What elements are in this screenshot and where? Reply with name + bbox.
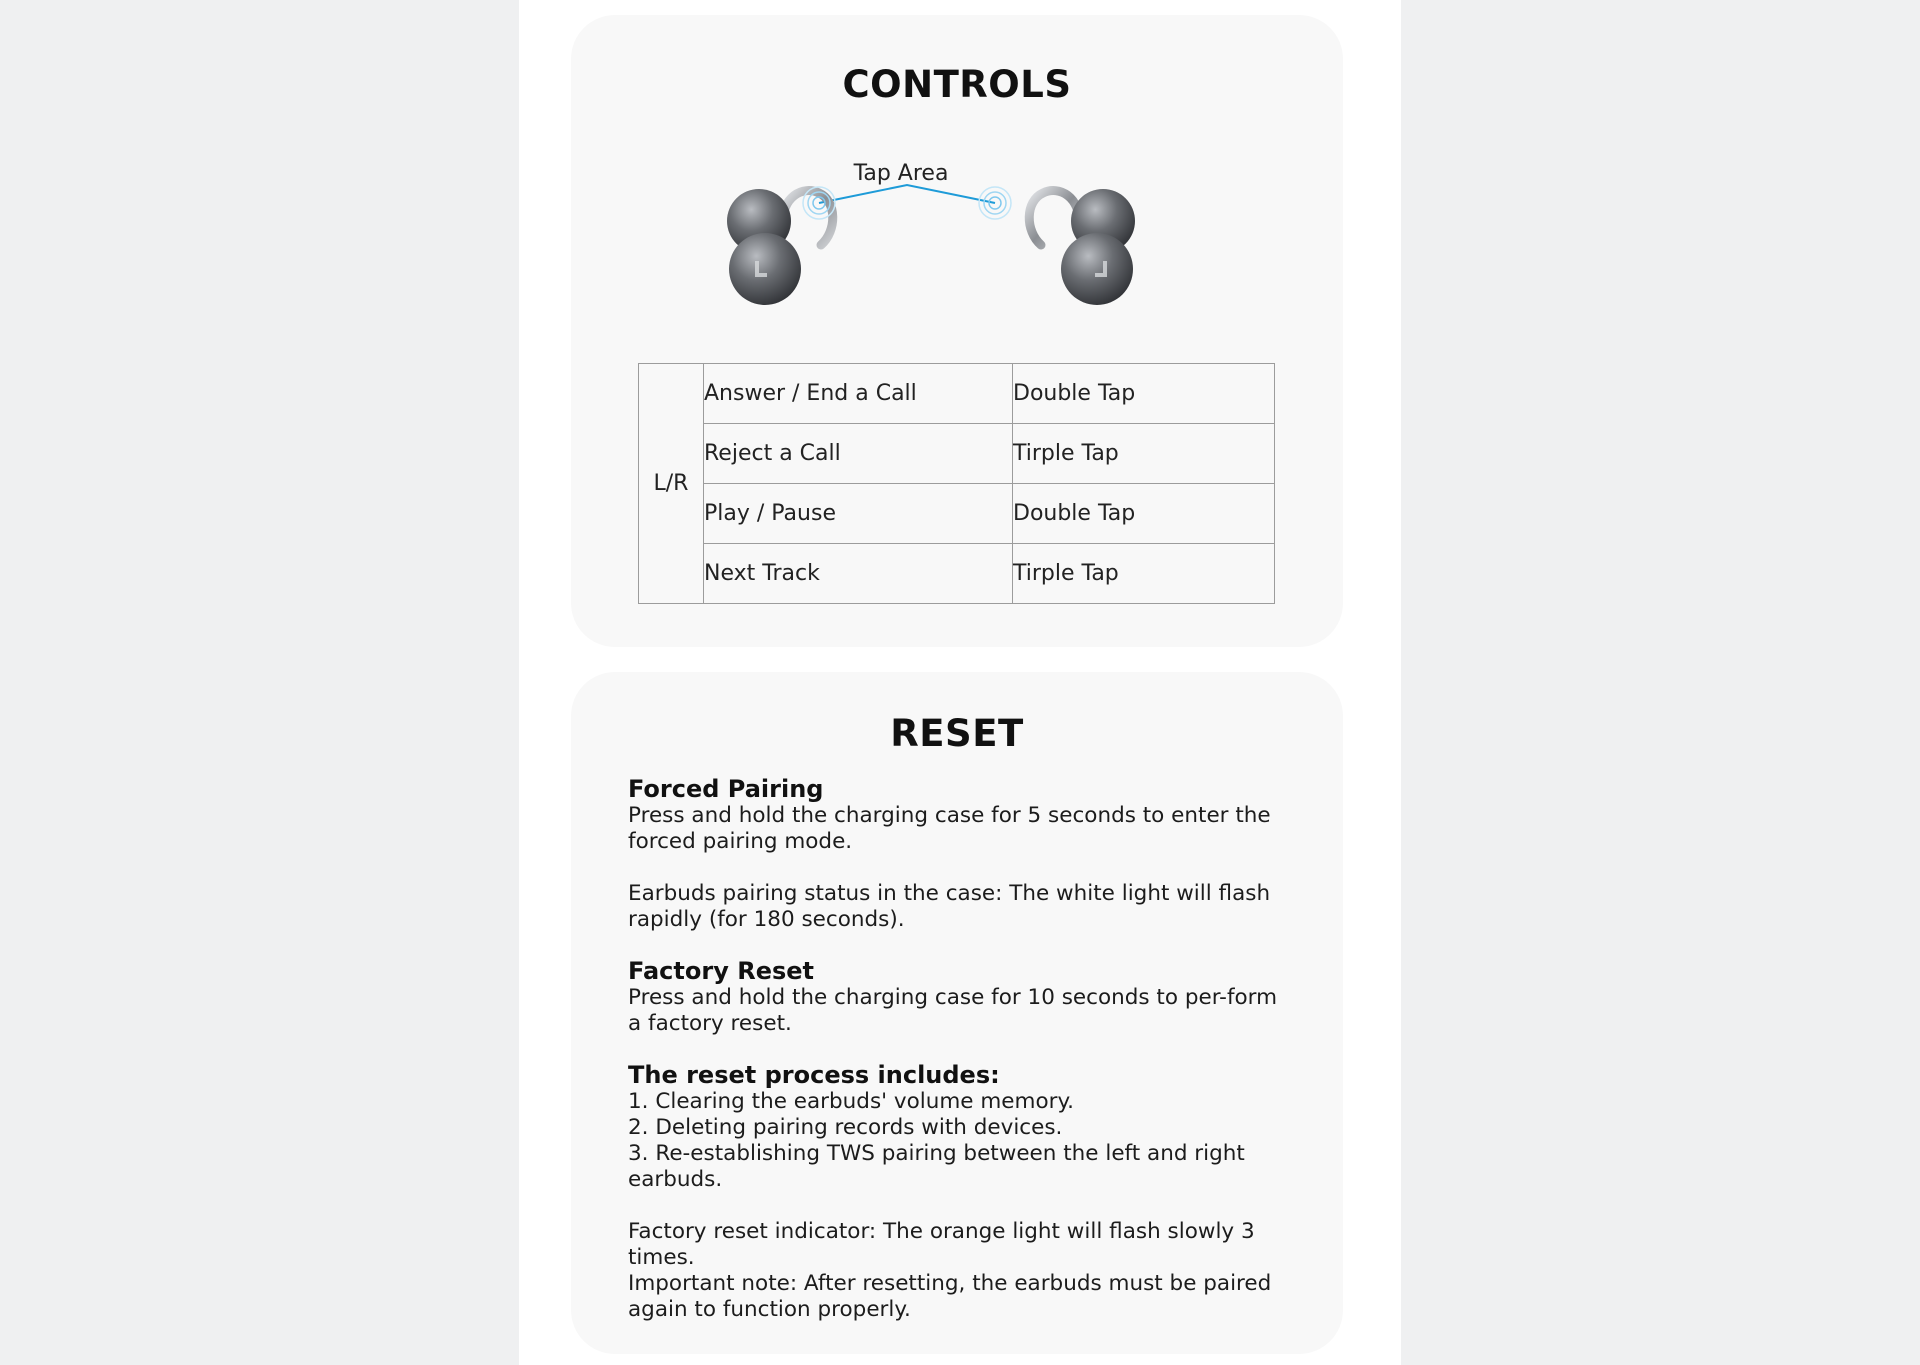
table-row [639,364,1275,424]
list-item: 3. Re-establishing TWS pairing between the left and right earbuds. [628,1141,1245,1192]
action-cell: Next Track [704,544,1013,604]
controls-title: CONTROLS [842,63,1072,106]
factory-reset-text: Press and hold the charging case for 10 seconds to per-form a factory reset. [628,985,1278,1036]
list-item: 1. Clearing the earbuds' volume memory. [628,1089,1074,1114]
pairing-status-text: Earbuds pairing status in the case: The white light will flash rapidly (for 180 seconds). [628,881,1271,932]
side-label: L/R [639,364,704,604]
reset-process-heading: The reset process includes: [628,1061,1000,1089]
content-column [519,0,1401,1365]
reset-instructions [628,776,1288,1323]
controls-table [638,363,1275,604]
reset-indicator-text: Factory reset indicator: The orange light will flash slowly 3 times. [628,1219,1255,1270]
gesture-cell: Tirple Tap [1013,544,1275,604]
action-cell: Reject a Call [704,424,1013,484]
gesture-cell: Tirple Tap [1013,424,1275,484]
reset-title: RESET [890,712,1024,755]
table-row [639,424,1275,484]
table-row [639,484,1275,544]
table-row [639,544,1275,604]
controls-card [571,15,1343,647]
gesture-cell: Double Tap [1013,364,1275,424]
left-earbud [727,187,835,305]
forced-pairing-heading: Forced Pairing [628,775,824,803]
action-cell: Answer / End a Call [704,364,1013,424]
list-item: 2. Deleting pairing records with devices. [628,1115,1063,1140]
reset-card [571,672,1343,1354]
earbuds-illustration [711,145,1151,355]
right-earbud [979,187,1135,305]
tap-area-line [819,185,995,203]
factory-reset-heading: Factory Reset [628,957,814,985]
action-cell: Play / Pause [704,484,1013,544]
important-note-text: Important note: After resetting, the earbuds must be paired again to function properly. [628,1271,1272,1322]
gesture-cell: Double Tap [1013,484,1275,544]
tap-area-label: Tap Area [853,161,949,186]
forced-pairing-text: Press and hold the charging case for 5 seconds to enter the forced pairing mode. [628,803,1271,854]
